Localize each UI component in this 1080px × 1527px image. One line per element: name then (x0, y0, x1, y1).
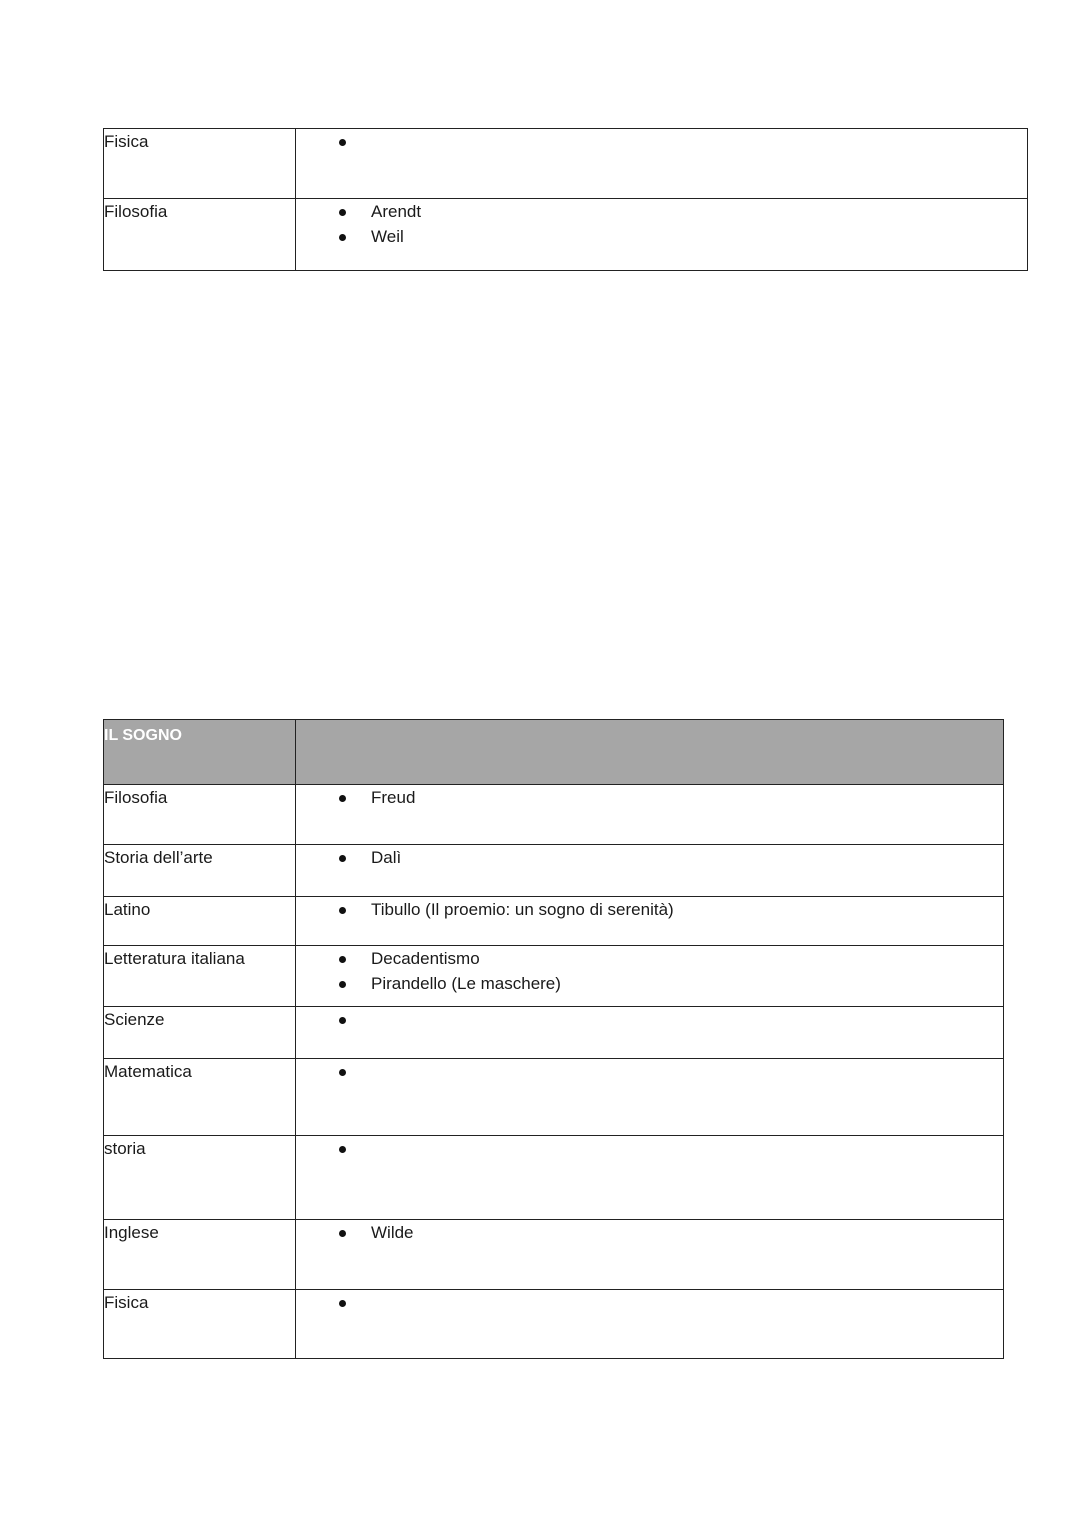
subject-cell: Fisica (104, 1290, 296, 1359)
bullet-icon (339, 234, 346, 241)
bullet-icon (339, 795, 346, 802)
bullet-icon (339, 139, 346, 146)
list-item (296, 1007, 1003, 1032)
list-item: Tibullo (Il proemio: un sogno di serenità) (296, 897, 1003, 922)
table-il-sogno (103, 719, 1004, 1359)
table-row (104, 199, 1028, 271)
list-item (296, 1136, 1003, 1161)
list-item (296, 129, 1027, 154)
topic-list (296, 897, 1003, 922)
list-item (296, 1290, 1003, 1315)
table-row (104, 1059, 1004, 1136)
bullet-icon (339, 1069, 346, 1076)
topic-list (296, 845, 1003, 870)
section-title: IL SOGNO (104, 720, 296, 785)
table-row (104, 946, 1004, 1007)
topic-list (296, 1220, 1003, 1245)
subject-cell: Storia dell’arte (104, 845, 296, 897)
subject-cell: Fisica (104, 129, 296, 199)
subject-cell: Inglese (104, 1220, 296, 1290)
bullet-icon (339, 981, 346, 988)
table-row (104, 1007, 1004, 1059)
bullet-icon (339, 1230, 346, 1237)
bullet-icon (339, 907, 346, 914)
bullet-icon (339, 956, 346, 963)
subject-cell: Latino (104, 897, 296, 946)
table-row (104, 785, 1004, 845)
list-item: Arendt (296, 199, 1027, 224)
bullet-icon (339, 209, 346, 216)
list-item: Dalì (296, 845, 1003, 870)
table-row (104, 1220, 1004, 1290)
bullet-icon (339, 1017, 346, 1024)
list-item: Freud (296, 785, 1003, 810)
subject-cell: Filosofia (104, 785, 296, 845)
list-item (296, 1059, 1003, 1084)
topic-list (296, 946, 1003, 996)
topic-list (296, 129, 1027, 154)
list-item: Weil (296, 224, 1027, 249)
topic-list (296, 199, 1027, 249)
subject-cell: Filosofia (104, 199, 296, 271)
subject-cell: storia (104, 1136, 296, 1220)
subject-cell: Letteratura italiana (104, 946, 296, 1007)
table-row (104, 845, 1004, 897)
topic-list (296, 1007, 1003, 1032)
table-top (103, 128, 1028, 271)
list-item: Wilde (296, 1220, 1003, 1245)
list-item: Decadentismo (296, 946, 1003, 971)
bullet-icon (339, 855, 346, 862)
table-row (104, 129, 1028, 199)
list-item: Pirandello (Le maschere) (296, 971, 1003, 996)
table-header-row (104, 720, 1004, 785)
subject-cell: Scienze (104, 1007, 296, 1059)
topic-list (296, 1059, 1003, 1084)
bullet-icon (339, 1146, 346, 1153)
topic-list (296, 1290, 1003, 1315)
table-row (104, 1136, 1004, 1220)
topic-list (296, 1136, 1003, 1161)
table-row (104, 1290, 1004, 1359)
topic-list (296, 785, 1003, 810)
bullet-icon (339, 1300, 346, 1307)
table-row (104, 897, 1004, 946)
subject-cell: Matematica (104, 1059, 296, 1136)
